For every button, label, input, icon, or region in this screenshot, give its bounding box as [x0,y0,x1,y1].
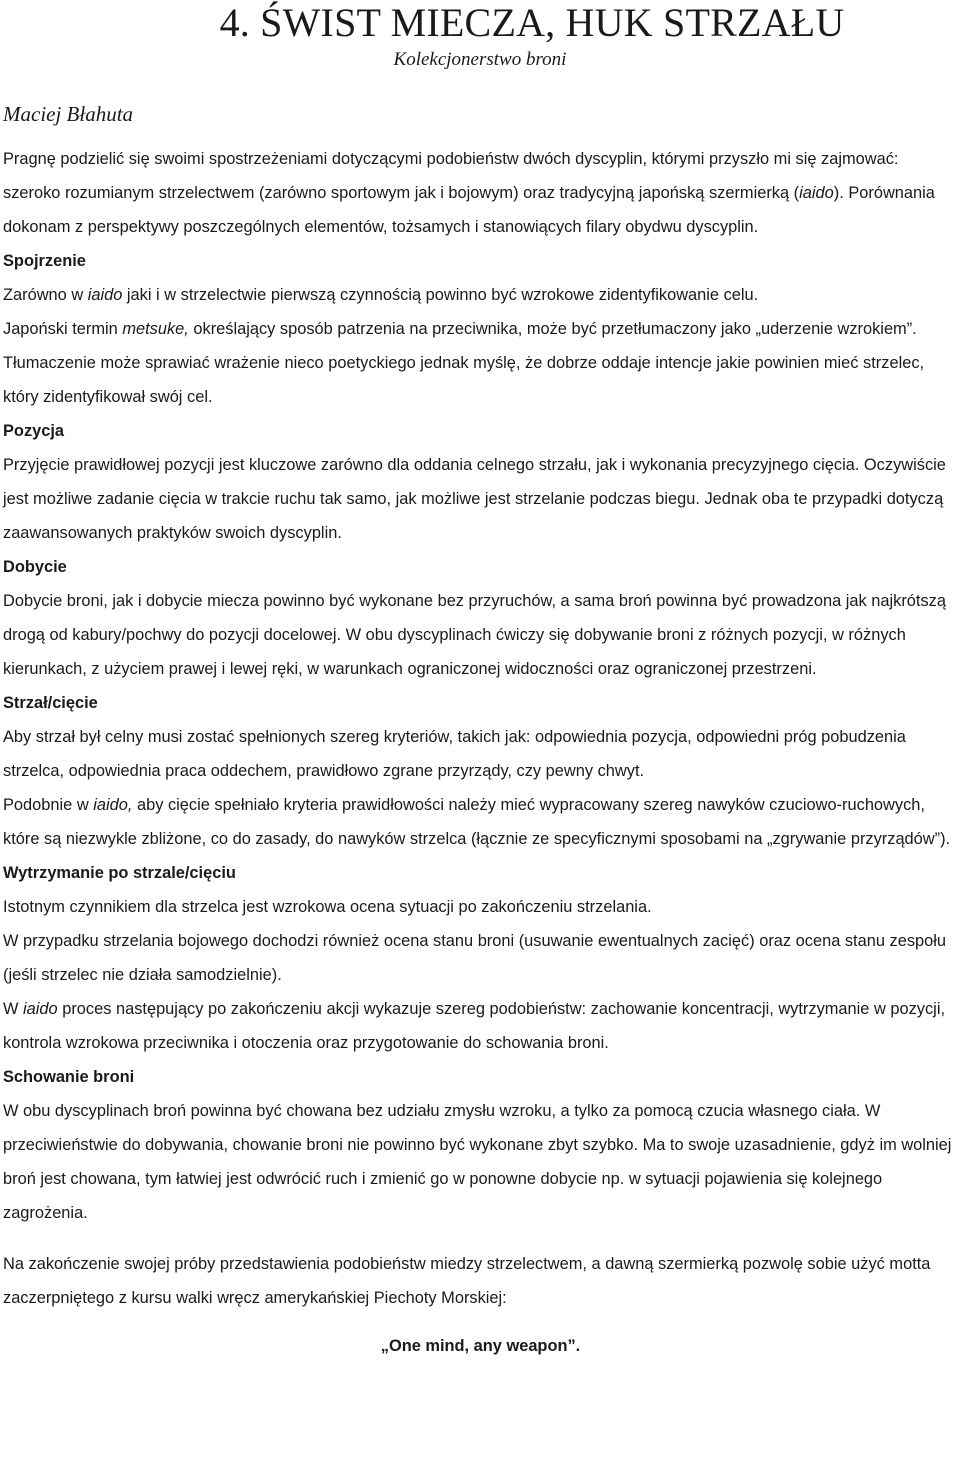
paragraph: W iaido proces następujący po zakończeniu akcji wykazuje szereg podobieństw: zachowanie koncentracji, wytrzymanie w pozycji, kontrola wzrokowa przeciwnika i otoczenia oraz przygotowanie do schowania broni. [3,1000,946,1052]
subtitle-text: Kolekcjonerstwo broni [393,49,567,70]
paragraph: Istotnym czynnikiem dla strzelca jest wzrokowa ocena sytuacji po zakończeniu strzelania. [3,898,652,916]
section-heading-spojrzenie: Spojrzenie [3,252,86,270]
document-subtitle [0,48,960,72]
motto: „One mind, any weapon”. [380,1337,581,1355]
article-body [3,142,958,1363]
term-iaido: iaido [799,184,834,202]
section-heading-strzal-ciecie: Strzał/cięcie [3,694,98,712]
term-iaido: iaido [87,286,123,304]
paragraph: W obu dyscyplinach broń powinna być chowana bez udziału zmysłu wzroku, a tylko za pomocą czucia własnego ciała. W przeciwieństwie do dobywania, chowanie broni nie powinno być wykonane zbyt szybko. Ma to swoje uzasadnienie, gdyż im wolniej broń jest chowana, tym łatwiej jest odwrócić ruch i zmienić go w ponowne dobycie np. w sytuacji pojawienia się kolejnego zagrożenia. [3,1102,952,1222]
section-heading-dobycie: Dobycie [3,558,67,576]
section-heading-wytrzymanie: Wytrzymanie po strzale/cięciu [3,864,236,882]
author-name: Maciej Błahuta [3,102,134,126]
term-metsuke: metsuke, [122,320,189,338]
intro-paragraph: Pragnę podzielić się swoimi spostrzeżeniami dotyczącymi podobieństw dwóch dyscyplin, którymi przyszło mi się zajmować: szeroko rozumianym strzelectwem (zarówno sportowym jak i bojowym) oraz tradycyjną japońską szermierką (iaido). Porównania dokonam z perspektywy poszczególnych elementów, tożsamych i stanowiących filary obydwu dyscyplin. [3,150,935,236]
paragraph: Dobycie broni, jak i dobycie miecza powinno być wykonane bez przyruchów, a sama broń powinna być prowadzona jak najkrótszą drogą od kabury/pochwy do pozycji docelowej. W obu dyscyplinach ćwiczy się dobywanie broni z różnych pozycji, w różnych kierunkach, z użyciem prawej i lewej ręki, w warunkach ograniczonej widoczności oraz ograniczonej przestrzeni. [3,592,946,678]
term-iaido: iaido, [93,796,133,814]
title-text: 4. ŚWIST MIECZA, HUK STRZAŁU [219,0,845,45]
document-title [0,0,960,46]
paragraph: Japoński termin metsuke, określający sposób patrzenia na przeciwnika, może być przetłumaczony jako „uderzenie wzrokiem”. Tłumaczenie może sprawiać wrażenie nieco poetyckiego jednak myślę, że dobrze oddaje intencje jakie powinien mieć strzelec, który zidentyfikował swój cel. [3,320,925,406]
section-heading-schowanie: Schowanie broni [3,1068,135,1086]
section-heading-pozycja: Pozycja [3,422,65,440]
spacer [3,1230,958,1247]
term-iaido: iaido [23,1000,58,1018]
paragraph: Zarówno w iaido jaki i w strzelectwie pierwszą czynnością powinno być wzrokowe zidentyfikowanie celu. [3,286,759,304]
closing-paragraph: Na zakończenie swojej próby przedstawienia podobieństw miedzy strzelectwem, a dawną szermierką pozwolę sobie użyć motta zaczerpniętego z kursu walki wręcz amerykańskiej Piechoty Morskiej: [3,1255,931,1307]
paragraph: Przyjęcie prawidłowej pozycji jest kluczowe zarówno dla oddania celnego strzału, jak i wykonania precyzyjnego cięcia. Oczywiście jest możliwe zadanie cięcia w trakcie ruchu tak samo, jak możliwe jest strzelanie podczas biegu. Jednak oba te przypadki dotyczą zaawansowanych praktyków swoich dyscyplin. [3,456,946,542]
paragraph: Aby strzał był celny musi zostać spełnionych szereg kryteriów, takich jak: odpowiednia pozycja, odpowiedni próg pobudzenia strzelca, odpowiednia praca oddechem, prawidłowo zgrane przyrządy, czy pewny chwyt. [3,728,906,780]
paragraph: Podobnie w iaido, aby cięcie spełniało kryteria prawidłowości należy mieć wypracowany szereg nawyków czuciowo-ruchowych, które są niezwykle zbliżone, co do zasady, do nawyków strzelca (łącznie ze specyficznymi sposobami na „zgrywanie przyrządów”). [3,796,951,848]
paragraph: W przypadku strzelania bojowego dochodzi również ocena stanu broni (usuwanie ewentualnych zacięć) oraz ocena stanu zespołu (jeśli strzelec nie działa samodzielnie). [3,932,947,984]
